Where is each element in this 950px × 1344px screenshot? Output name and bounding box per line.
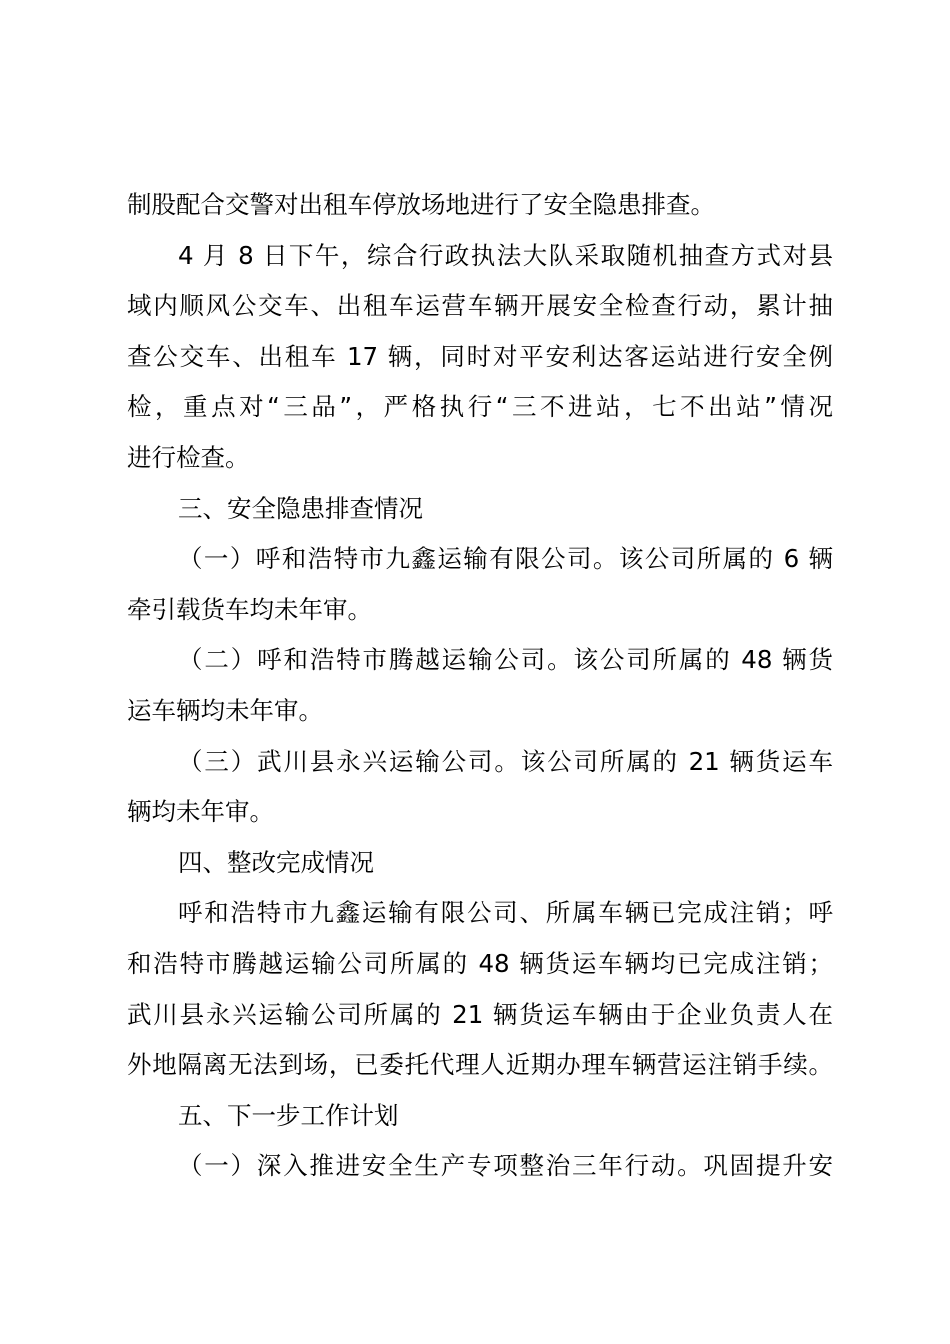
section-heading: 三、安全隐患排查情况 — [178, 493, 423, 523]
paragraph-line: 武川县永兴运输公司所属的 21 辆货运车辆由于企业负责人在 — [127, 999, 833, 1029]
paragraph-line: 运车辆均未年审。 — [127, 695, 323, 725]
paragraph-line: （三）武川县永兴运输公司。该公司所属的 21 辆货运车 — [178, 746, 833, 776]
paragraph-line: 辆均未年审。 — [127, 797, 274, 827]
paragraph-line: 牵引载货车均未年审。 — [127, 594, 372, 624]
document-body — [127, 180, 833, 1192]
paragraph-line: （二）呼和浩特市腾越运输公司。该公司所属的 48 辆货 — [178, 645, 833, 675]
section-heading: 四、整改完成情况 — [178, 847, 374, 877]
paragraph-line: （一）深入推进安全生产专项整治三年行动。巩固提升安 — [178, 1151, 833, 1181]
paragraph-line: 域内顺风公交车、出租车运营车辆开展安全检查行动，累计抽 — [127, 291, 833, 321]
paragraph-continuation-line: 制股配合交警对出租车停放场地进行了安全隐患排查。 — [127, 190, 715, 219]
section-heading: 五、下一步工作计划 — [178, 1100, 399, 1130]
paragraph-line: 进行检查。 — [127, 442, 250, 472]
paragraph-line: 4 月 8 日下午，综合行政执法大队采取随机抽查方式对县 — [178, 240, 833, 270]
paragraph-line: 和浩特市腾越运输公司所属的 48 辆货运车辆均已完成注销； — [127, 948, 833, 978]
paragraph-line: 检，重点对“三品”，严格执行“三不进站，七不出站”情况 — [127, 392, 833, 422]
paragraph-line: 外地隔离无法到场，已委托代理人近期办理车辆营运注销手续。 — [127, 1050, 833, 1080]
paragraph-line: 查公交车、出租车 17 辆，同时对平安利达客运站进行安全例 — [127, 341, 833, 371]
paragraph-line: 呼和浩特市九鑫运输有限公司、所属车辆已完成注销；呼 — [178, 898, 833, 928]
paragraph-line: （一）呼和浩特市九鑫运输有限公司。该公司所属的 6 辆 — [178, 544, 833, 574]
